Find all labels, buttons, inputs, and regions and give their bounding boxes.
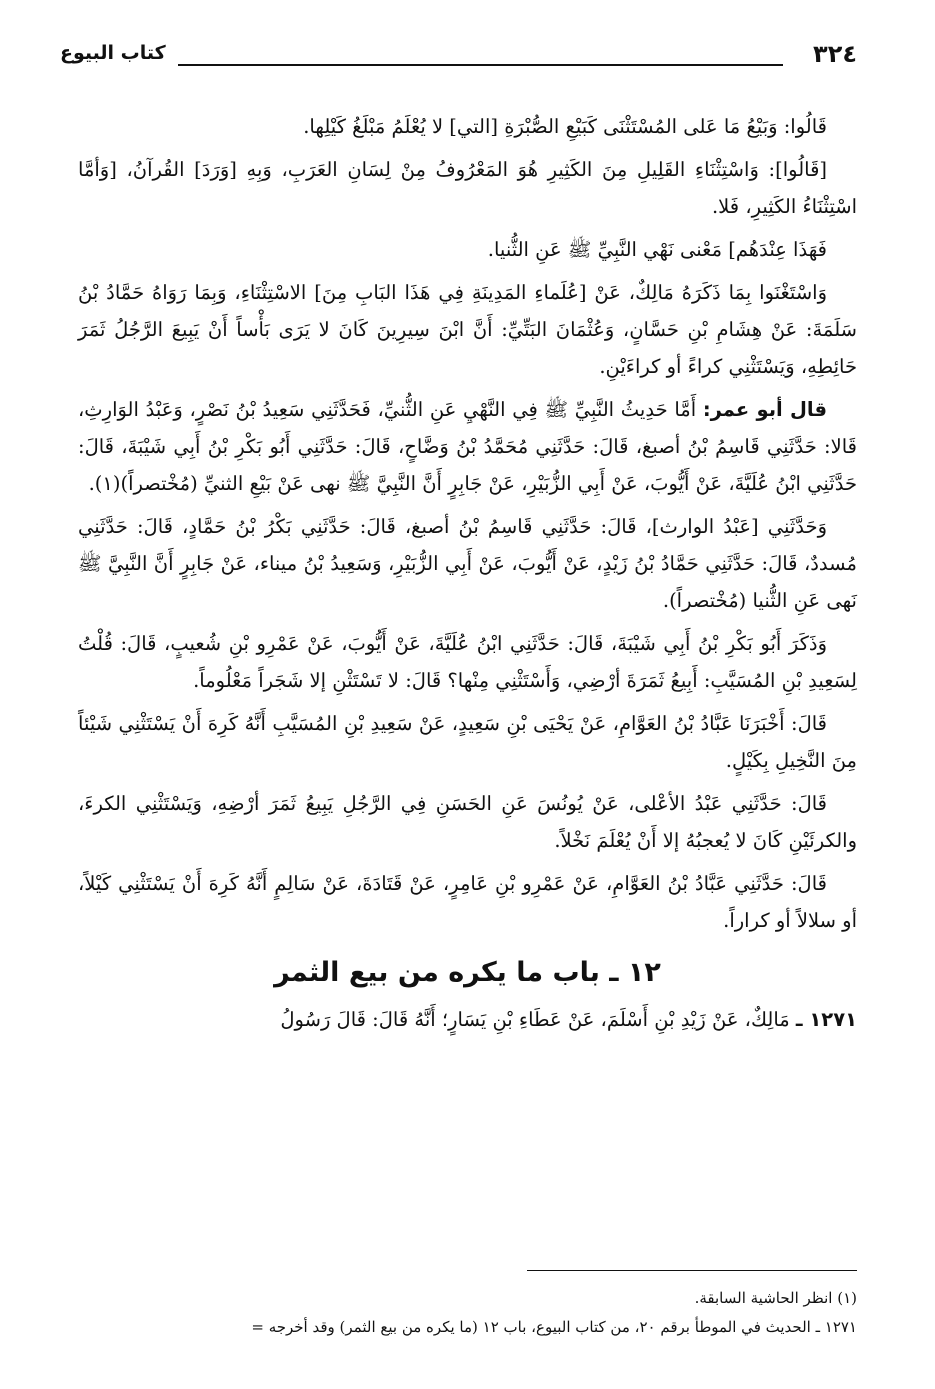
paragraph-text: فَهَذَا عِنْدَهُم] مَعْنى نَهْي النَّبِيِّ ﷺ عَنِ الثُّنيا. [487, 238, 827, 261]
paragraph-text: أَمَّا حَدِيثُ النَّبِيِّ ﷺ فِي النَّهْيِ عَنِ الثُّنيِّ، فَحَدَّثَنِي سَعِيدُ بْنُ نَصْرٍ، وَعَبْدُ الوَارِثِ، قَالا: حَدَّثَنِي قَاسِمُ بْنُ أصبغ، قَالَ: حَدَّثَنِي مُحَمَّدُ بْنُ وَضَّاحٍ، قَالَ: حَدَّثَنِي أَبُو بَكْرِ بْنُ أَبِي شَيْبَةَ، قَالَ: حَدَّثَنِي ابْنُ عُلَيَّةَ، عَنْ أَيُّوبَ، عَنْ أَبِي الزُّبَيْرِ، عَنْ جَابِرٍ أَنَّ النَّبِيَّ ﷺ نهى عَنْ بَيْعِ الثنيِّ (مُخْتصراً)(١). [78, 398, 857, 495]
footnote: ١٢٧١ ـ الحديث في الموطأ برقم ٢٠، من كتاب البيوع، باب ١٢ (ما يكره من بيع الثمر) وقد أخرجه = [251, 1318, 857, 1336]
paragraph-text: وَحَدَّثَنِي [عَبْدُ الوارث]، قَالَ: حَدَّثَنِي قَاسِمُ بْنُ أصبغ، قَالَ: حَدَّثَنِي بَكْرُ بْنُ حَمَّادٍ، قَالَ: حَدَّثَنِي مُسددٌ، قَالَ: حَدَّثَنِي حَمَّادُ بْنُ زَيْدٍ، عَنْ أَيُّوبَ، عَنْ أَبِي الزُّبَيْرِ، وَسَعِيدُ بْنُ ميناء، عَنْ جَابِرٍ أَنَّ النَّبِيَّ ﷺ نَهى عَنِ الثُّنيا (مُخْتصراً). [78, 515, 857, 612]
paragraph [78, 508, 857, 619]
paragraph-text: وَاسْتَغْنَوا بِمَا ذَكَرَهُ مَالِكٌ، عَنْ [عُلَماءِ المَدِينَةِ فِي هَذَا البَابِ مِنَ] الاسْتِثْنَاءِ، وَبِمَا رَوَاهُ حَمَّادُ بْنُ سَلَمَةَ: عَنْ هِشَامِ بْنِ حَسَّانٍ، وَعُثْمَانَ البَتِّيِّ: أَنَّ ابْنَ سِيرِينَ كَانَ لا يَرَى بَأْساً أَنْ يَبِيعَ الرَّجُلُ ثَمَرَ حَائِطِهِ، وَيَسْتَثْنِي كراءً أو كراءَيْنِ. [78, 281, 857, 378]
paragraph-text: قَالَ: حَدَّثَنِي عَبَّادُ بْنُ العَوَّامِ، عَنْ عَمْرِو بْنِ عَامِرٍ، عَنْ قَتَادَةَ، عَنْ سَالِمٍ أَنَّهُ كَرِهَ أَنْ يَسْتَثْنِي كَيْلاً، أو سلالاً أو كراراً. [78, 872, 857, 932]
main-text [78, 108, 857, 1044]
paragraph [78, 785, 857, 859]
paragraph-text: قَالُوا: وَبَيْعُ مَا عَلى المُسْتَثْنَى كَبَيْعِ الصُّبْرَةِ [التي] لا يُعْلَمُ مَبْلَغُ كَيْلِها. [303, 115, 827, 138]
paragraph-text: [قَالُوا]: وَاسْتِثْنَاءِ القَلِيلِ مِنَ الكَثِيرِ هُوَ المَعْرُوفُ مِنْ لِسَانِ العَرَبِ، وَبِهِ [وَرَدَ] القُرآنُ، [وَأمَّا اسْتِثْنَاءُ الكَثِيرِ، فَلا. [78, 158, 857, 218]
paragraph [78, 625, 857, 699]
paragraph-text: قَالَ: حَدَّثَنِي عَبْدُ الأعْلى، عَنْ يُونُسَ عَنِ الحَسَنِ فِي الرَّجُلِ يَبِيعُ ثَمَرَ أرْضِهِ، وَيَسْتَثْنِي الكرءَ، والكرئَيْنِ كَانَ لا يُعجبُهُ إلا أَنْ يُعْلَمَ نَخْلاً. [78, 792, 857, 852]
paragraph [78, 865, 857, 939]
running-header [60, 40, 857, 76]
footnote: (١) انظر الحاشية السابقة. [694, 1289, 857, 1307]
paragraph [78, 108, 857, 145]
paragraph [78, 274, 857, 385]
chapter-title: ١٢ ـ باب ما يكره من بيع الثمر [274, 957, 661, 988]
footnotes [70, 1284, 857, 1342]
paragraph [78, 231, 857, 268]
paragraph-text: وَذَكَرَ أَبُو بَكْرِ بْنُ أَبِي شَيْبَةَ، قَالَ: حَدَّثَنِي ابْنُ عُلَيَّةَ، عَنْ أَيُّوبَ، عَنْ عَمْرِو بْنِ شُعيبٍ، قَالَ: قُلْتُ لِسَعِيدِ بْنِ المُسَيَّبِ: أَبِيعُ ثَمَرَةَ أرْضِي، وَأَسْتَثْنِي مِنْها؟ قَالَ: لا تَسْتَثْنِ إلا شَجَراً مَعْلُوماً. [78, 632, 857, 692]
page-number: ٣٢٤ [813, 40, 857, 68]
paragraph [78, 151, 857, 225]
header-rule [178, 64, 783, 66]
hadith-text: مَالِكٌ، عَنْ زَيْدِ بْنِ أَسْلَمَ، عَنْ عَطَاءِ بْنِ يَسَارٍ؛ أَنَّهُ قَالَ: قَالَ رَسُولُ [280, 1008, 790, 1031]
paragraph-text: قَالَ: أَخْبَرَنَا عَبَّادُ بْنُ العَوَّامِ، عَنْ يَحْيَى بْنِ سَعِيدٍ، عَنْ سَعِيدِ بْنِ المُسَيَّبِ أَنَّهُ كَرِهَ أَنْ يَسْتَثْنِي شَيْئاً مِنَ النَّخِيلِ بِكَيْلٍ. [78, 712, 857, 772]
paragraph [78, 391, 857, 502]
book-title: كتاب البيوع [60, 42, 166, 64]
footnote-separator [527, 1270, 857, 1271]
hadith-paragraph [78, 1001, 857, 1038]
hadith-number: ١٢٧١ ـ [795, 1008, 857, 1031]
paragraph [78, 705, 857, 779]
speaker-label: قال أبو عمر: [702, 398, 827, 421]
